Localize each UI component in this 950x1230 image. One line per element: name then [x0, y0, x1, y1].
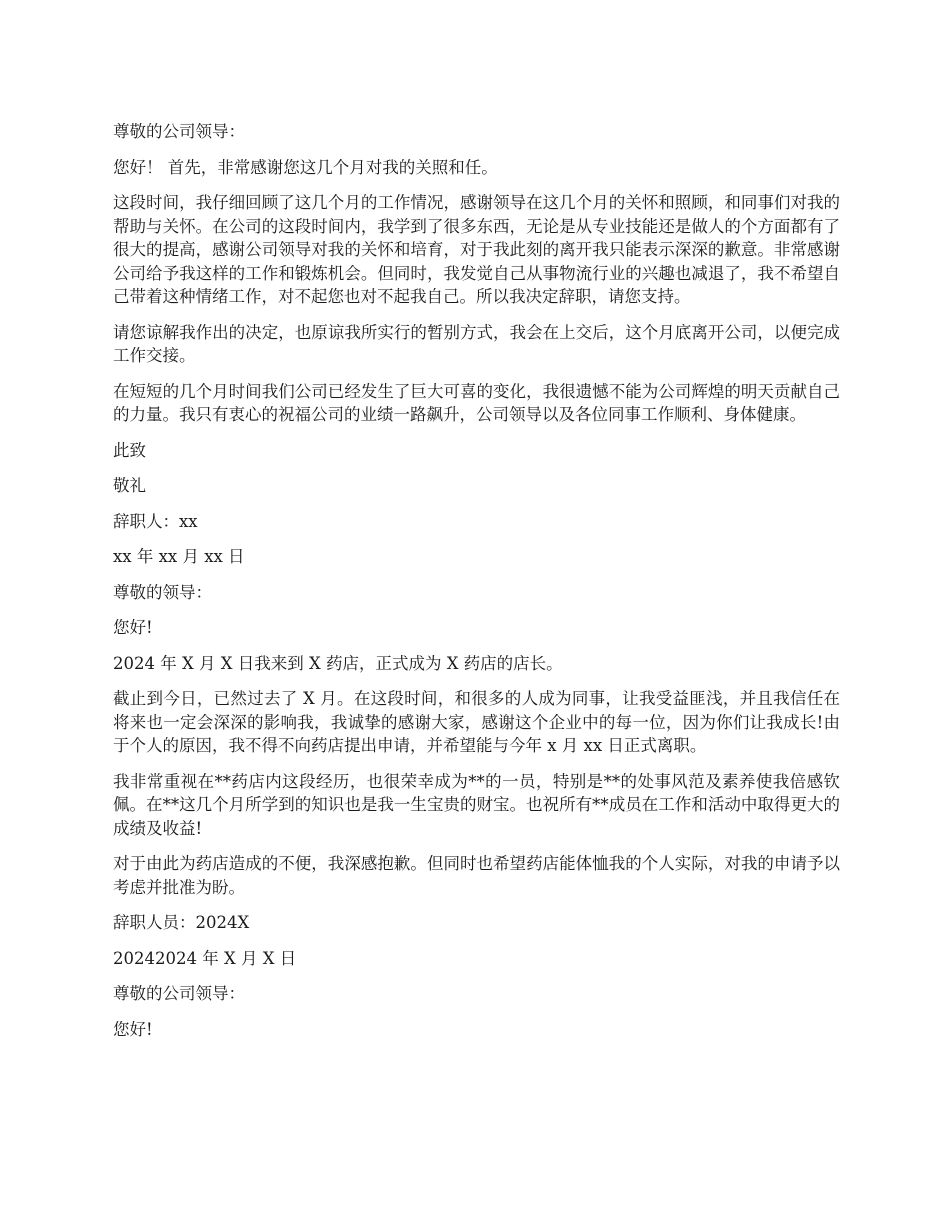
closing-line: 此致: [113, 440, 146, 460]
body-paragraph: 请您谅解我作出的决定，也原谅我所实行的暂别方式，我会在上交后，这个月底离开公司，以便完成工作交接。: [113, 322, 840, 365]
salutation: 尊敬的公司领导：: [113, 122, 245, 141]
document-body: [113, 120, 840, 1053]
body-paragraph: 截止到今日，已然过去了 X 月。在这段时间，和很多的人成为同事，让我受益匪浅，并且我信任在将来也一定会深深的影响我，我诚挚的感谢大家，感谢这个企业中的每一位，因为你们让我成长!由于个人的原因，我不得不向药店提出申请，并希望能与今年 x 月 xx 日正式离职。: [113, 689, 840, 755]
body-paragraph: 这段时间，我仔细回顾了这几个月的工作情况，感谢领导在这几个月的关怀和照顾，和同事们对我的帮助与关怀。在公司的这段时间内，我学到了很多东西，无论是从专业技能还是做人的个方面都有了很大的提高，感谢公司领导对我的关怀和培育，对于我此刻的离开我只能表示深深的歉意。非常感谢公司给予我这样的工作和锻炼机会。但同时，我发觉自己从事物流行业的兴趣也减退了，我不希望自己带着这种情绪工作，对不起您也对不起我自己。所以我决定辞职，请您支持。: [113, 193, 840, 306]
signature-name: 辞职人：xx: [113, 511, 198, 531]
greeting: 您好！ 首先，非常感谢您这几个月对我的关照和任。: [113, 157, 498, 177]
greeting: 您好!: [113, 1019, 153, 1039]
greeting: 您好!: [113, 618, 153, 637]
salutation: 尊敬的领导：: [113, 582, 212, 602]
signature-date: 20242024 年 X 月 X 日: [113, 948, 297, 968]
salutation: 尊敬的公司领导：: [113, 984, 245, 1003]
body-paragraph: 2024 年 X 月 X 日我来到 X 药店，正式成为 X 药店的店长。: [113, 653, 563, 673]
body-paragraph: 在短短的几个月时间我们公司已经发生了巨大可喜的变化，我很遗憾不能为公司辉煌的明天贡献自己的力量。我只有衷心的祝福公司的业绩一路飙升，公司领导以及各位同事工作顺利、身体健康。: [113, 381, 840, 424]
closing-line: 敬礼: [113, 476, 146, 495]
body-paragraph: 对于由此为药店造成的不便，我深感抱歉。但同时也希望药店能体恤我的个人实际，对我的申请予以考虑并批准为盼。: [113, 854, 840, 897]
body-paragraph: 我非常重视在**药店内这段经历，也很荣幸成为**的一员，特别是**的处事风范及素养使我倍感钦佩。在**这几个月所学到的知识也是我一生宝贵的财宝。也祝所有**成员在工作和活动中取得更大的成绩及收益!: [113, 771, 840, 838]
signature-date: xx 年 xx 月 xx 日: [113, 547, 245, 566]
signature-name: 辞职人员：2024X: [113, 913, 250, 932]
